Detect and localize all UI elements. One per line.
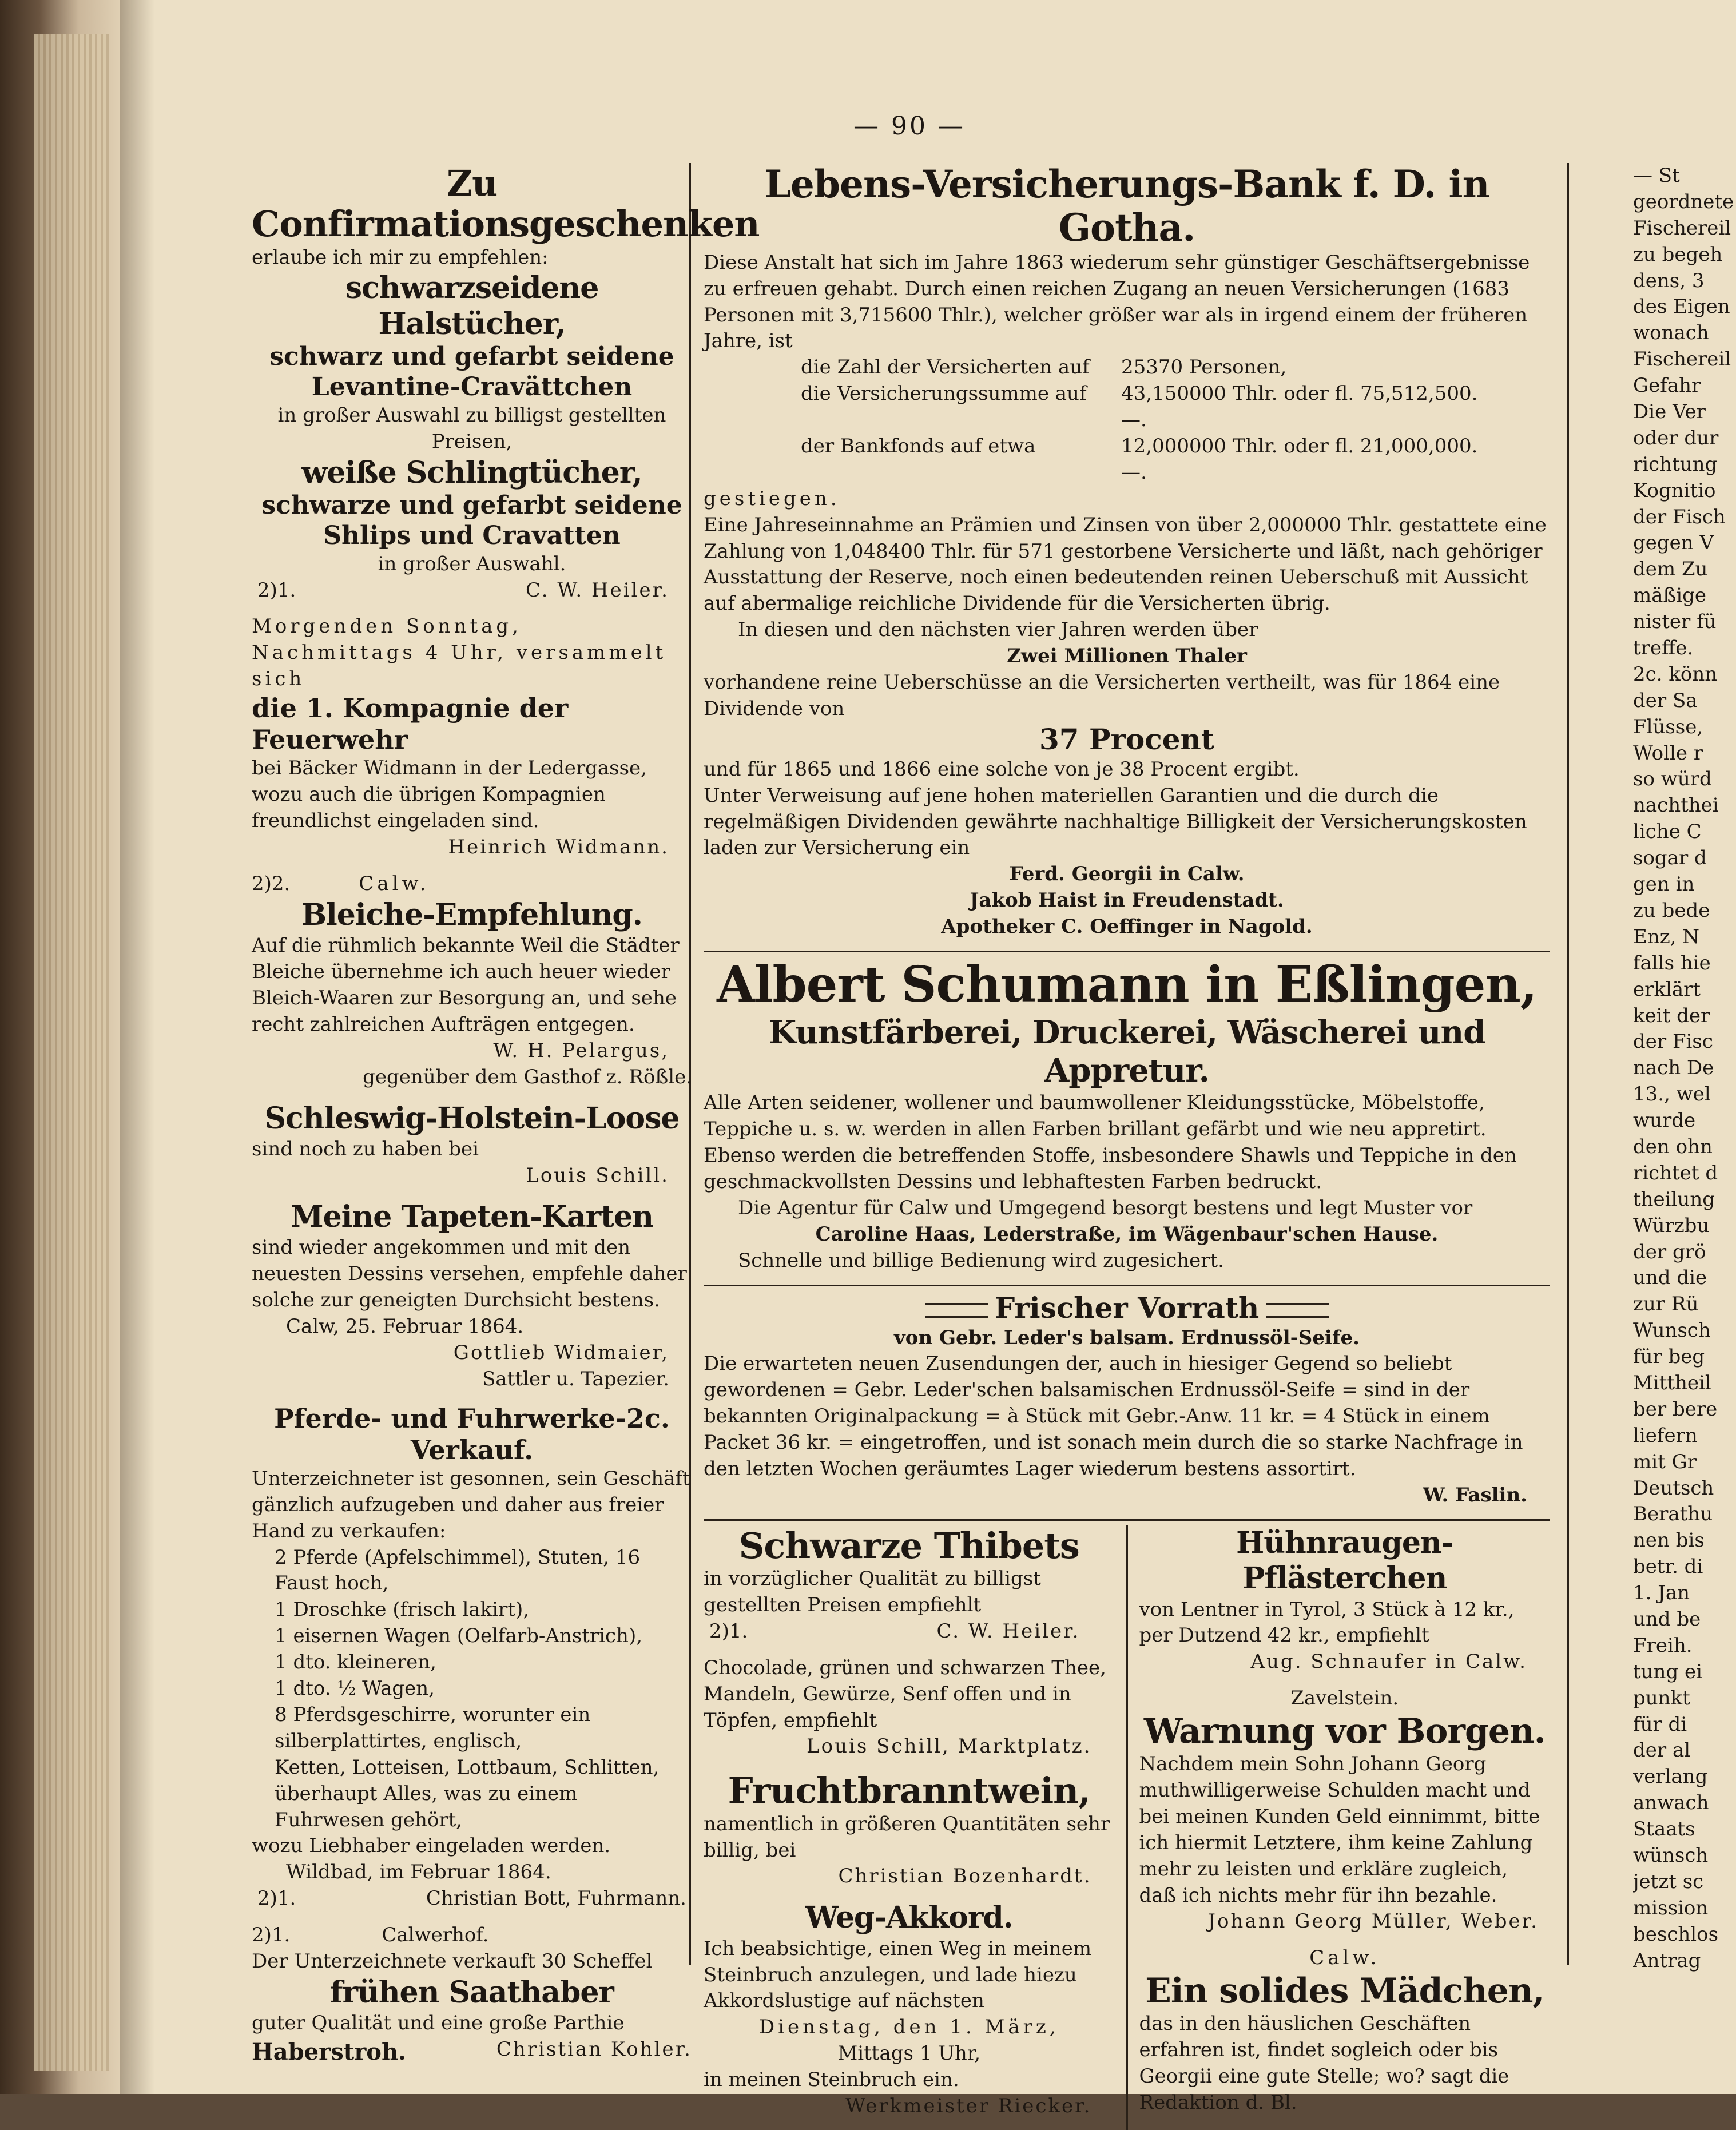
ad-text: wozu Liebhaber eingeladen werden. [252, 1834, 611, 1858]
ad-insurance-bank [704, 163, 1550, 940]
ad-heading: Schwarze Thibets [738, 1524, 1079, 1567]
ad-text: Unterzeichneter ist gesonnen, sein Geschäft gänzlich aufzugeben und daher aus freier Hand zu verkaufen: [252, 1467, 690, 1543]
ad-heading: schwarze und gefarbt seidene [261, 491, 682, 520]
middle-column [692, 163, 1562, 2130]
cutoff-line: Freih. [1633, 1634, 1693, 1657]
ad-confirmation [252, 162, 760, 603]
cutoff-line: ber bere [1633, 1397, 1718, 1421]
ad-text: sind noch zu haben bei [252, 1138, 479, 1161]
ad-signature: Werkmeister Riecker. [845, 2095, 1092, 2118]
table-row [704, 381, 1550, 434]
ad-text: gestiegen. [704, 487, 840, 510]
list-item: 1 Droschke (frisch lakirt), [275, 1598, 530, 1622]
table-cell-label: die Zahl der Versicherten auf [801, 356, 1090, 379]
notice-place: Zavelstein. [1290, 1687, 1399, 1710]
ad-footer [252, 1886, 692, 1912]
ad-heading: Shlips und Cravatten [323, 520, 621, 550]
ad-heading-row [704, 1291, 1550, 1325]
cutoff-line: für beg [1633, 1345, 1705, 1369]
ad-thibets [704, 1525, 1115, 1645]
cutoff-line: Enz, N [1633, 925, 1699, 948]
ad-date: Dienstag, den 1. März, [758, 2016, 1059, 2039]
cutoff-line: Würzbu [1633, 1214, 1710, 1237]
cutoff-line: Fischereil [1633, 348, 1731, 371]
cutoff-line: geordnete [1633, 190, 1734, 213]
cutoff-line: und die [1633, 1266, 1707, 1290]
ad-heading: Fruchtbranntwein, [728, 1770, 1090, 1812]
ad-date: Calw, 25. Februar 1864. [286, 1314, 524, 1338]
cutoff-line: keit der [1633, 1004, 1710, 1027]
cutoff-line: wurde [1633, 1109, 1696, 1132]
list-item: 1 eisernen Wagen (Oelfarb-Anstrich), [275, 1624, 643, 1648]
cutoff-line: verlang [1633, 1765, 1708, 1789]
ad-signature: Apotheker C. Oeffinger in Nagold. [941, 915, 1313, 939]
ad-signature: Louis Schill. [526, 1163, 669, 1187]
ad-text: Alle Arten seidener, wollener und baumwollener Kleidungsstücke, Möbelstoffe, Teppiche u. s. w. werden in allen Farben brillant gefärbt und wie neu appretirt. [704, 1091, 1487, 1141]
ad-text: in großer Auswahl zu billigst gestellten Preisen, [277, 403, 666, 453]
ad-text: Der Unterzeichnete verkauft 30 Scheffel [252, 1949, 653, 1973]
gutter-shadow [120, 0, 154, 2094]
cutoff-line: zu bede [1633, 899, 1710, 922]
ad-text: das in den häuslichen Geschäften erfahren ist, findet sogleich oder bis Georgii eine gute Stelle; wo? sagt die Redaktion d. Bl. [1139, 2012, 1509, 2114]
ad-text: Diese Anstalt hat sich im Jahre 1863 wiederum sehr günstiger Geschäftsergebnisse zu erfreuen gehabt. Durch einen reichen Zugang an neuen Versicherungen (1683 Personen mit 3,715600 Thlr.), welcher größer war als in irgend einem der früheren Jahre, ist [704, 251, 1530, 353]
ad-brandy [704, 1770, 1115, 1890]
ad-heading: schwarzseidene Halstücher, [345, 271, 599, 341]
ad-place: Calw. [359, 872, 430, 896]
cutoff-line: betr. di [1633, 1555, 1703, 1579]
cutoff-line: der Fisc [1633, 1030, 1713, 1054]
cutoff-line: so würd [1633, 768, 1712, 791]
notice-text: Nachdem mein Sohn Johann Georg muthwilligerweise Schulden macht und bei meinen Kunden Geld einnimmt, bitte ich hiermit Letztere, ihm keine Zahlung mehr zu leisten und erkläre zugleich, daß ich nichts mehr für ihn bezahle. [1139, 1753, 1540, 1907]
ad-heading: frühen Saathaber [330, 1974, 614, 2010]
ad-bold-text: Haberstroh. [252, 2038, 406, 2066]
cutoff-line: Deutsch [1633, 1476, 1714, 1500]
ad-list [252, 1545, 692, 1834]
cutoff-line: liefern [1633, 1424, 1698, 1447]
cutoff-line: liche C [1633, 820, 1702, 844]
notice-signature: Johann Georg Müller, Weber. [1207, 1910, 1539, 1933]
notice-heading: Warnung vor Borgen. [1143, 1711, 1546, 1752]
ad-subheading: Kunstfärberei, Druckerei, Wäscherei und Appretur. [768, 1013, 1485, 1090]
cutoff-line: Staats [1633, 1818, 1695, 1841]
cutoff-line: dens, 3 [1633, 269, 1705, 292]
section-divider [704, 951, 1550, 952]
ad-text: in großer Auswahl. [378, 552, 566, 575]
cutoff-line: nister fü [1633, 610, 1717, 634]
ad-heading: Hühnraugen-Pflästerchen [1236, 1525, 1453, 1596]
cutoff-line: zur Rü [1633, 1293, 1699, 1316]
cutoff-line: wonach [1633, 321, 1709, 345]
cutoff-line: Fischereil [1633, 216, 1731, 240]
ad-signature: Jakob Haist in Freudenstadt. [970, 889, 1284, 912]
cutoff-line: für di [1633, 1712, 1687, 1736]
table-cell-label: der Bankfonds auf etwa [801, 435, 1036, 458]
ad-bleach [252, 871, 692, 1091]
ad-text: Unter Verweisung auf jene hohen materiellen Garantien und die durch die regelmäßigen Dividenden gewährte nachhaltige Billigkeit der Versicherungskosten laden zur Versicherung ein [704, 784, 1527, 860]
cutoff-line: wünsch [1633, 1844, 1709, 1867]
cutoff-line: nachthei [1633, 794, 1719, 817]
page-number: — 90 — [853, 112, 966, 141]
ad-maid [1139, 1945, 1551, 2116]
cutoff-line: Berathu [1633, 1503, 1713, 1526]
ad-text: erlaube ich mir zu empfehlen: [252, 245, 549, 269]
ad-text: von Lentner in Tyrol, 3 Stück à 12 kr., per Dutzend 42 kr., empfiehlt [1139, 1598, 1515, 1647]
ad-text: Auf die rühmlich bekannte Weil die Städter Bleiche übernehme ich auch heuer wieder Bleich-Waaren zur Besorgung an, und sehe recht zahlreichen Aufträgen entgegen. [252, 934, 680, 1036]
cutoff-line: gegen V [1633, 531, 1714, 555]
ad-text: Eine Jahreseinnahme an Prämien und Zinsen von über 2,000000 Thlr. gestattete eine Zahlung von 1,048400 Thlr. für 571 gestorbene Versicherte und läßt, nach gehöriger Ausstattung der Reserve, noch einen bedeutenden reinen Ueberschuß mit Aussicht auf abermalige reichliche Dividende für die Versicherten übrig. [704, 513, 1547, 615]
ad-address: gegenüber dem Gasthof z. Rößle. [363, 1065, 692, 1088]
ad-place: Calw. [1309, 1946, 1380, 1970]
table-cell-value: 25370 Personen, [1121, 356, 1287, 379]
ad-header [252, 1922, 692, 1949]
cutoff-line: tung ei [1633, 1660, 1703, 1683]
ad-footer [252, 578, 692, 604]
ad-text: Ebenso werden die betreffenden Stoffe, insbesondere Shawls und Teppiche in den geschmackvollsten Dessins und lebhaftesten Farben bedruckt. [704, 1144, 1517, 1193]
cutoff-line: und be [1633, 1607, 1701, 1631]
cutoff-line: zu begeh [1633, 243, 1723, 266]
cutoff-line: oder dur [1633, 426, 1719, 450]
notice-signature: Heinrich Widmann. [448, 836, 669, 859]
notice-warning [1139, 1686, 1551, 1935]
ad-subheading: von Gebr. Leder's balsam. Erdnussöl-Seife. [894, 1326, 1360, 1349]
cutoff-line: der Sa [1633, 689, 1698, 712]
bank-figures [704, 355, 1550, 486]
right-column-cutoff [1633, 163, 1736, 1974]
ad-heading: Frischer Vorrath [994, 1290, 1260, 1325]
ad-text: in meinen Steinbruch ein. [704, 2068, 959, 2092]
ad-text: Ich beabsichtige, einen Weg in meinem Steinbruch anzulegen, und lade hiezu Akkordslustige auf nächsten [704, 1937, 1092, 2013]
cutoff-line: gen in [1633, 873, 1695, 896]
cutoff-line: Antrag [1633, 1949, 1701, 1972]
cutoff-line: 13., wel [1633, 1083, 1711, 1106]
ad-heading: Lebens-Versicherungs-Bank f. D. in Gotha. [764, 162, 1489, 250]
list-item: 2 Pferde (Apfelschimmel), Stuten, 16 Faust hoch, [275, 1545, 641, 1595]
two-column-ads [704, 1525, 1550, 2130]
ad-soap [704, 1291, 1550, 1509]
table-row [704, 434, 1550, 486]
cutoff-line: nen bis [1633, 1529, 1705, 1552]
cutoff-line: Gefahr [1633, 374, 1701, 398]
ad-heading: Schleswig-Holstein-Loose [264, 1100, 680, 1136]
cutoff-line: anwach [1633, 1791, 1709, 1815]
cutoff-line: Wolle r [1633, 741, 1703, 765]
cutoff-line: — St [1633, 164, 1680, 187]
table-row [704, 355, 1550, 381]
ad-header [252, 871, 692, 897]
cutoff-line: des Eigen [1633, 295, 1730, 319]
ad-number: 2)1. [257, 578, 296, 602]
sub-column-right [1128, 1525, 1551, 2130]
ad-signature-title: Sattler u. Tapezier. [482, 1367, 669, 1390]
cutoff-line: punkt [1633, 1686, 1690, 1710]
list-item: 8 Pferdsgeschirre, worunter ein silberplattirtes, englisch, [275, 1703, 591, 1753]
ad-text: Die Agentur für Calw und Umgegend besorgt bestens und legt Muster vor [738, 1196, 1473, 1219]
ad-lottery [252, 1101, 692, 1189]
ad-emphasis: 37 Procent [1039, 722, 1214, 756]
ad-number: 2)1. [709, 1619, 748, 1643]
cutoff-line: Wunsch [1633, 1319, 1711, 1342]
cutoff-line: jetzt sc [1633, 1870, 1704, 1893]
ad-signature: Christian Kohler. [496, 2038, 692, 2061]
cutoff-line: sogar d [1633, 847, 1707, 870]
ad-heading: Ein solides Mädchen, [1145, 1971, 1544, 2012]
ad-chocolate [704, 1655, 1115, 1761]
ad-oats [252, 1922, 692, 2068]
ad-heading: Albert Schumann in Eßlingen, [717, 956, 1537, 1014]
list-item: 1 dto. kleineren, [275, 1651, 436, 1674]
table-cell-label: die Versicherungssumme auf [801, 382, 1087, 406]
ad-heading: schwarz und gefarbt seidene [269, 342, 674, 372]
ad-time: Mittags 1 Uhr, [837, 2042, 981, 2065]
ad-heading: Meine Tapeten-Karten [291, 1199, 653, 1234]
ornament-left-icon [925, 1303, 988, 1318]
cutoff-line: beschlos [1633, 1922, 1719, 1946]
cutoff-line: 1. Jan [1633, 1581, 1690, 1605]
cutoff-line: mit Gr [1633, 1450, 1697, 1473]
ad-signature: C. W. Heiler. [525, 578, 669, 602]
ad-place: Calwerhof. [382, 1924, 489, 1947]
cutoff-line: theilung [1633, 1187, 1715, 1211]
ad-title: Zu Confirmationsgeschenken [252, 162, 760, 245]
notice-heading: die 1. Kompagnie der Feuerwehr [252, 693, 569, 756]
notice-fire-brigade [252, 614, 692, 861]
ad-emphasis: Zwei Millionen Thaler [1007, 645, 1247, 668]
ad-address: Caroline Haas, Lederstraße, im Wägenbaur'schen Hause. [815, 1222, 1439, 1246]
ad-text: Chocolade, grünen und schwarzen Thee, Mandeln, Gewürze, Senf offen und in Töpfen, empfiehlt [704, 1656, 1106, 1732]
ad-text: Die erwarteten neuen Zusendungen der, auch in hiesiger Gegend so beliebt gewordenen = Gebr. Leder'schen balsamischen Erdnussöl-Seife = sind in der bekannten Originalpackung = à Stück mit Gebr.-Anw. 11 kr. = 4 Stück in einem Packet 36 kr. = eingetroffen, und ist sonach mein durch die so starke Nachfrage in den letzten Wochen geräumtes Lager wiederum bestens assortirt. [704, 1352, 1523, 1480]
left-column [252, 162, 760, 2078]
cutoff-line: den ohn [1633, 1135, 1713, 1158]
ad-number: 2)1. [252, 1924, 291, 1947]
ad-text: und für 1865 und 1866 eine solche von je 38 Procent ergibt. [704, 757, 1300, 781]
cutoff-line: der Fisch [1633, 505, 1726, 528]
list-item: 1 dto. ½ Wagen, [275, 1677, 435, 1700]
section-divider [704, 1519, 1550, 1521]
ad-date: Wildbad, im Februar 1864. [286, 1861, 551, 1884]
notice-text: Morgenden Sonntag, Nachmittags 4 Uhr, versammelt sich [252, 615, 667, 691]
ad-heading: Weg-Akkord. [805, 1900, 1013, 1936]
ad-text: namentlich in größeren Quantitäten sehr billig, bei [704, 1812, 1110, 1862]
cutoff-line: mission [1633, 1896, 1709, 1920]
ad-signature: Louis Schill, Marktplatz. [807, 1735, 1092, 1758]
ad-signature: Gottlieb Widmaier, [453, 1341, 669, 1364]
ad-schumann [704, 957, 1550, 1274]
ad-corn-plasters [1139, 1525, 1551, 1675]
ad-text: sind wieder angekommen und mit den neuesten Dessins versehen, empfehle daher solche zur geneigten Durchsicht bestens. [252, 1236, 687, 1312]
ad-text: In diesen und den nächsten vier Jahren werden über [738, 618, 1258, 642]
ad-text: in vorzüglicher Qualität zu billigst gestellten Preisen empfiehlt [704, 1567, 1041, 1616]
page-stack-edge [34, 34, 109, 2071]
ad-heading: weiße Schlingtücher, [301, 455, 642, 490]
table-cell-value: 43,150000 Thlr. oder fl. 75,512,500. —. [1121, 382, 1478, 432]
list-item: Ketten, Lotteisen, Lottbaum, Schlitten, überhaupt Alles, was zu einem Fuhrwesen gehört, [275, 1755, 660, 1831]
ad-horses [252, 1403, 692, 1913]
ad-footer [704, 1619, 1115, 1645]
ad-signature: Aug. Schnaufer in Calw. [1250, 1650, 1527, 1674]
cutoff-line: Die Ver [1633, 400, 1706, 424]
cutoff-line: richtet d [1633, 1161, 1718, 1185]
cutoff-line: richtung [1633, 452, 1718, 476]
cutoff-line: falls hie [1633, 951, 1711, 975]
cutoff-line: nach De [1633, 1056, 1714, 1080]
ad-signature: C. W. Heiler. [936, 1619, 1080, 1643]
book-binding [0, 0, 132, 2094]
ad-heading: Bleiche-Empfehlung. [301, 897, 642, 932]
ad-text: Schnelle und billige Bedienung wird zugesichert. [738, 1249, 1224, 1272]
ad-heading: Levantine-Cravättchen [311, 372, 633, 402]
cutoff-line: Mittheil [1633, 1371, 1711, 1394]
ad-signature: Christian Bozenhardt. [838, 1865, 1092, 1888]
ad-signature: W. H. Pelargus, [493, 1039, 669, 1062]
sub-column-left [704, 1525, 1128, 2130]
ad-road-contract [704, 1900, 1115, 2120]
column-rule-right [1567, 163, 1569, 1965]
notice-text: bei Bäcker Widmann in der Ledergasse, wozu auch die übrigen Kompagnien freundlichst eingeladen sind. [252, 757, 647, 833]
cutoff-line: erklärt [1633, 977, 1701, 1001]
cutoff-line: dem Zu [1633, 558, 1708, 581]
table-cell-value: 12,000000 Thlr. oder fl. 21,000,000. —. [1121, 435, 1478, 484]
ad-text: vorhandene reine Ueberschüsse an die Versicherten vertheilt, was für 1864 eine Dividende von [704, 671, 1500, 720]
ad-signature: W. Faslin. [1423, 1483, 1527, 1507]
ad-heading: Pferde- und Fuhrwerke-2c. Verkauf. [274, 1402, 670, 1465]
ad-number: 2)1. [257, 1887, 296, 1910]
cutoff-line: Kognitio [1633, 479, 1716, 502]
ad-signature: Ferd. Georgii in Calw. [1009, 863, 1245, 886]
ornament-right-icon [1266, 1303, 1329, 1318]
ad-number: 2)2. [252, 872, 291, 896]
cutoff-line: 2c. könn [1633, 662, 1718, 686]
ad-signature: Christian Bott, Fuhrmann. [426, 1887, 686, 1910]
cutoff-line: mäßige [1633, 584, 1706, 607]
cutoff-line: Flüsse, [1633, 715, 1703, 738]
ad-text: guter Qualität und eine große Parthie [252, 2012, 625, 2035]
cutoff-line: treffe. [1633, 637, 1694, 660]
section-divider [704, 1285, 1550, 1286]
cutoff-line: der al [1633, 1739, 1691, 1762]
ad-footer [252, 2037, 692, 2068]
ad-wallpaper [252, 1199, 692, 1393]
cutoff-line: der grö [1633, 1240, 1706, 1263]
